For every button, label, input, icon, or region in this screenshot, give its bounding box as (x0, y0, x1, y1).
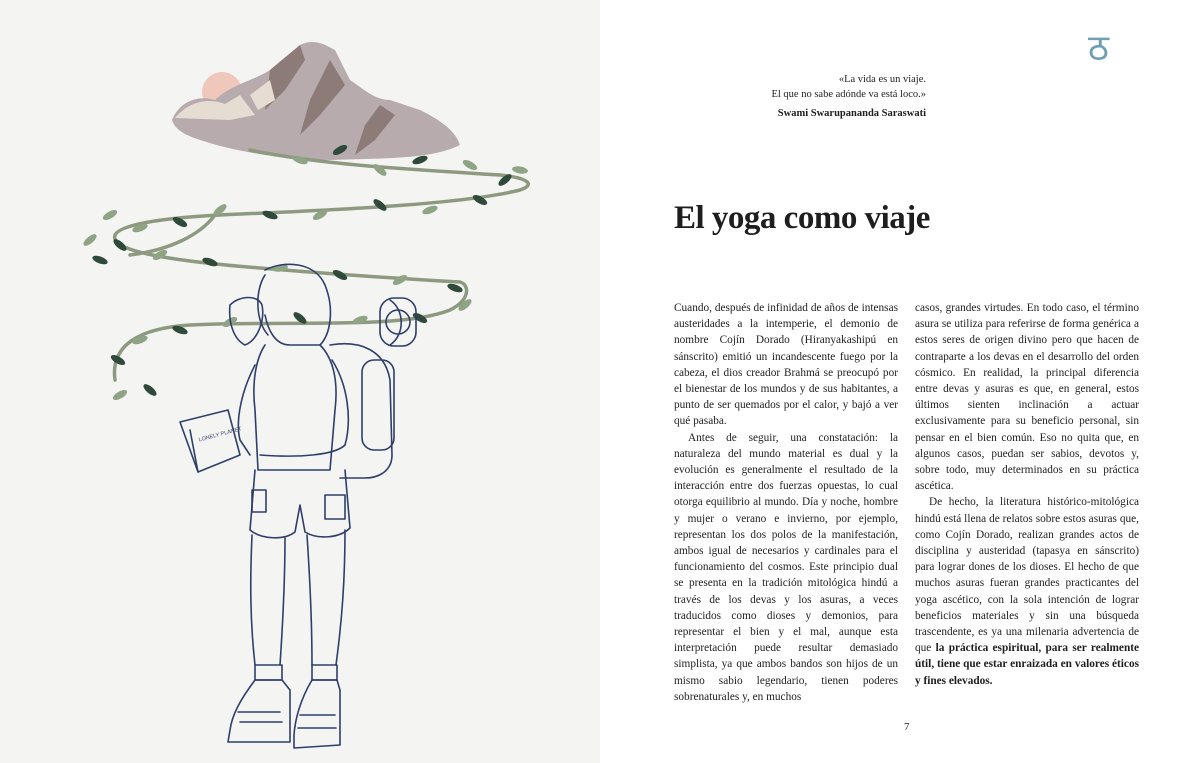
text-page (600, 0, 1200, 763)
backpacker-figure (180, 264, 416, 748)
epigraph-line-1: «La vida es un viaje. (838, 74, 926, 85)
leaf (82, 232, 99, 248)
leaf (372, 162, 389, 178)
leaf (201, 256, 218, 268)
chapter-mark-icon (1088, 27, 1136, 71)
epigraph (730, 72, 926, 121)
leaf (512, 165, 529, 175)
paragraph: Antes de seguir, una constatación: la naturaleza del mundo material es dual y la evolución es generalmente el resultado de la interacción entre dos fuerzas opuestas, lo cual otorga equilibrio al mundo. Día y noche, hombre y mujer o verano e invierno, por ejemplo, representan los dos polos de la manifestación, ambos igual de necesarios y cardinales para el funcionamiento del cosmos. Este principio dual se presenta en la tradición mitológica hindú a través de los devas y los asuras, a veces traducidos como dioses y demonios, para representar el bien y el mal, aunque esta interpretación puede resultar demasiado simplista, ya que ambos bandos son hijos de un mismo sabio legendario, tienen poderes sobrenaturales y, en muchos (674, 431, 898, 703)
paragraph-text: De hecho, la literatura histórico-mitológica hindú está llena de relatos sobre estos asuras que, como Cojín Dorado, realizan grandes actos de disciplina y austeridad (tapasya en sánscrito) para lograr dones de los dioses. El hecho de que muchos asuras fueran grandes practicantes del yoga ascético, con la sola intención de lograr beneficios materiales y sin una búsqueda trascendente, es ya una milenaria advertencia de que (915, 496, 1139, 655)
leaf (101, 208, 118, 222)
leaf (111, 388, 128, 402)
paragraph (915, 494, 1139, 688)
guidebook (180, 410, 240, 472)
epigraph-author: Swami Swarupananda Saraswati (777, 108, 926, 119)
text-column-2 (915, 300, 1139, 689)
paragraph: Cuando, después de infinidad de años de intensas austeridades a la intemperie, el demonio de nombre Cojín Dorado (Hiranyakashipú en sánscrito) emitió un incandescente fuego por la cabeza, el dios creador Brahmá se preocupó por el bienestar de los mundos y de sus habitantes, a punto de ser quemados por el calor, y bajó a ver qué pasaba. (674, 302, 898, 428)
epigraph-line-2: El que no sabe adónde va está loco.» (771, 89, 926, 100)
mountains (172, 42, 460, 160)
leaf (91, 254, 108, 266)
page-number: 7 (904, 721, 910, 733)
leaf (142, 382, 159, 398)
leaf (421, 204, 438, 216)
chapter-glyph: ठ (1088, 28, 1109, 69)
text-column-1 (674, 300, 898, 705)
book-cover-text: LONELY PLANET (198, 426, 243, 444)
highlighted-conclusion: la práctica espiritual, para ser realmente útil, tiene que estar enraizada en valores éticos y fines elevados. (915, 642, 1140, 687)
paragraph: casos, grandes virtudes. En todo caso, el término asura se utiliza para referirse de forma genérica a estos seres de origen divino pero que hacen de contraparte a los devas en el desarrollo del orden cósmico. En realidad, la principal diferencia entre devas y asuras es que, en general, estos últimos sienten inclinación a actuar exclusivamente para su beneficio personal, sin pensar en el bien común. Eso no quita que, en algunos casos, puedan ser sabios, devotos y, sobre todo, muy determinados en su práctica ascética. (915, 302, 1139, 493)
leaf (461, 158, 478, 172)
chapter-title: El yoga como viaje (674, 200, 930, 236)
